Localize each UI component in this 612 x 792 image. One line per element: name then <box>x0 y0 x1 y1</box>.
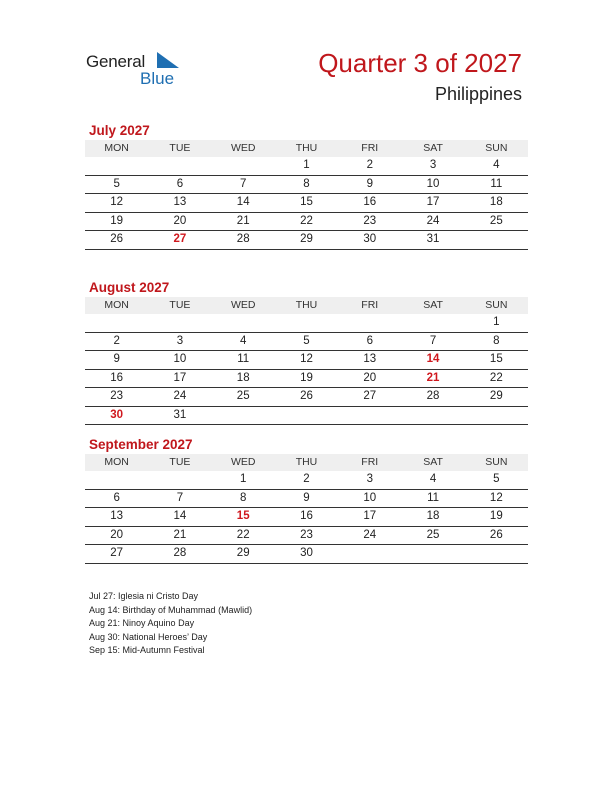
day-cell <box>338 407 401 425</box>
week-row <box>85 508 528 527</box>
day-cell: 1 <box>303 159 310 171</box>
day-cell: 6 <box>366 334 373 347</box>
day-cell: 23 <box>363 214 377 227</box>
day-cell: 10 <box>426 177 440 190</box>
day-cell: 1 <box>240 473 247 485</box>
day-cell: 9 <box>113 353 120 365</box>
month-august <box>85 279 528 425</box>
day-cell: 3 <box>366 473 373 485</box>
month-title: September 2027 <box>89 437 193 452</box>
day-cell: 18 <box>426 510 440 522</box>
day-cell: 6 <box>176 177 184 190</box>
holiday-day-cell: 15 <box>236 510 250 522</box>
month-title: July 2027 <box>89 123 150 138</box>
day-cell <box>338 545 401 563</box>
day-cell: 12 <box>300 353 313 365</box>
day-cell: 20 <box>110 528 124 541</box>
weekday-label: FRI <box>361 142 379 154</box>
weekday-label: SAT <box>423 299 443 311</box>
day-cell: 4 <box>493 159 500 171</box>
day-cell: 24 <box>363 528 377 541</box>
weekday-label: TUE <box>169 299 191 311</box>
weekday-label: SAT <box>423 142 443 154</box>
weekday-label: WED <box>230 142 256 154</box>
day-cell <box>212 157 275 175</box>
day-cell: 12 <box>489 491 503 504</box>
day-cell: 20 <box>173 214 187 227</box>
weekday-label: MON <box>104 456 129 468</box>
day-cell <box>148 314 211 332</box>
day-cell: 7 <box>240 177 247 190</box>
week-row <box>85 471 528 490</box>
holiday-note: Jul 27: Iglesia ni Cristo Day <box>89 591 199 601</box>
day-cell: 31 <box>426 233 440 245</box>
day-cell: 14 <box>236 196 250 208</box>
day-cell <box>275 314 338 332</box>
weekday-label: WED <box>230 299 256 311</box>
day-cell: 1 <box>493 316 500 328</box>
weekday-label: SAT <box>423 456 443 468</box>
day-cell: 29 <box>236 547 250 559</box>
day-cell <box>85 314 148 332</box>
week-row <box>85 157 528 176</box>
weekday-label: THU <box>295 142 318 154</box>
week-row <box>85 213 528 232</box>
logo-triangle-icon <box>157 52 179 70</box>
week-row <box>85 407 528 426</box>
week-row <box>85 490 528 509</box>
weekday-label: THU <box>295 299 318 311</box>
day-cell: 22 <box>489 371 503 384</box>
day-cell: 29 <box>489 390 503 402</box>
day-cell: 6 <box>113 491 120 504</box>
day-cell: 9 <box>303 491 310 504</box>
day-cell: 10 <box>173 353 187 365</box>
holiday-day-cell: 14 <box>426 353 440 365</box>
day-cell <box>465 545 528 563</box>
weekday-header-row <box>85 140 528 157</box>
week-row <box>85 545 528 564</box>
day-cell: 30 <box>300 547 313 559</box>
day-cell: 26 <box>110 233 124 245</box>
week-row <box>85 351 528 370</box>
page-title: Quarter 3 of 2027 <box>318 48 522 78</box>
day-cell <box>338 314 401 332</box>
day-cell: 11 <box>490 177 503 190</box>
weekday-label: FRI <box>361 456 379 468</box>
day-cell: 27 <box>363 390 377 402</box>
day-cell <box>148 157 211 175</box>
day-cell: 16 <box>363 196 377 208</box>
weekday-label: MON <box>104 142 129 154</box>
day-cell <box>401 314 464 332</box>
day-cell: 17 <box>426 196 440 208</box>
day-cell <box>401 545 464 563</box>
day-cell <box>465 407 528 425</box>
day-cell: 7 <box>429 334 437 347</box>
holiday-note: Aug 21: Ninoy Aquino Day <box>89 618 195 628</box>
holiday-day-cell: 21 <box>426 371 440 384</box>
day-cell: 16 <box>110 371 124 384</box>
day-cell <box>465 231 528 249</box>
day-cell: 13 <box>110 510 124 522</box>
week-row <box>85 314 528 333</box>
day-cell: 3 <box>176 334 184 347</box>
day-cell: 14 <box>173 510 187 522</box>
day-cell: 19 <box>489 510 503 522</box>
day-cell: 20 <box>363 371 377 384</box>
day-cell: 15 <box>300 196 313 208</box>
holiday-note: Aug 14: Birthday of Muhammad (Mawlid) <box>89 604 253 615</box>
day-cell: 18 <box>236 371 250 384</box>
day-cell: 5 <box>113 177 120 190</box>
day-cell: 8 <box>303 177 310 190</box>
country-name: Philippines <box>434 84 522 104</box>
generalblue-logo <box>86 50 186 90</box>
day-cell: 13 <box>363 353 377 365</box>
week-row <box>85 231 528 250</box>
day-cell: 22 <box>300 214 313 227</box>
weekday-header-row <box>85 297 528 314</box>
day-cell: 8 <box>240 491 247 504</box>
holiday-note: Sep 15: Mid-Autumn Festival <box>89 645 205 655</box>
day-cell: 24 <box>173 390 187 402</box>
day-cell: 29 <box>300 233 313 245</box>
day-cell: 4 <box>429 473 437 485</box>
day-cell: 23 <box>110 390 124 402</box>
day-cell: 5 <box>303 334 310 347</box>
day-cell: 13 <box>173 196 187 208</box>
day-cell: 23 <box>300 528 313 541</box>
weekday-header-row <box>85 454 528 471</box>
month-september <box>85 436 528 564</box>
month-july <box>85 122 528 250</box>
day-cell: 19 <box>300 371 313 384</box>
weekday-label: THU <box>295 456 318 468</box>
week-row <box>85 176 528 195</box>
day-cell: 9 <box>366 177 373 190</box>
day-cell: 21 <box>236 214 250 227</box>
holiday-day-cell: 30 <box>110 408 124 421</box>
day-cell: 2 <box>366 159 373 171</box>
day-cell: 25 <box>489 214 503 227</box>
weekday-label: TUE <box>169 142 191 154</box>
weekday-label: SUN <box>485 299 508 311</box>
day-cell: 17 <box>363 510 377 522</box>
logo-text-general: General <box>86 52 146 71</box>
holiday-notes <box>89 590 252 658</box>
day-cell: 28 <box>173 547 187 559</box>
weekday-label: FRI <box>361 299 379 311</box>
day-cell: 7 <box>176 491 184 504</box>
month-title: August 2027 <box>89 280 170 295</box>
week-row <box>85 527 528 546</box>
weekday-label: SUN <box>485 142 508 154</box>
day-cell: 28 <box>426 390 440 402</box>
day-cell: 5 <box>493 473 500 485</box>
week-row <box>85 194 528 213</box>
day-cell: 2 <box>113 334 120 347</box>
day-cell: 11 <box>237 353 250 365</box>
day-cell: 8 <box>493 334 500 347</box>
holiday-note: Aug 30: National Heroes’ Day <box>89 631 208 642</box>
weekday-label: TUE <box>169 456 191 468</box>
day-cell <box>212 314 275 332</box>
week-row <box>85 388 528 407</box>
day-cell: 24 <box>426 214 440 227</box>
day-cell <box>85 157 148 175</box>
day-cell: 3 <box>429 159 437 171</box>
day-cell: 21 <box>173 528 187 541</box>
day-cell: 26 <box>489 528 503 541</box>
day-cell: 22 <box>236 528 250 541</box>
day-cell <box>275 407 338 425</box>
day-cell <box>148 471 211 489</box>
day-cell: 31 <box>173 408 187 421</box>
week-row <box>85 370 528 389</box>
day-cell: 15 <box>489 353 503 365</box>
day-cell <box>212 407 275 425</box>
day-cell: 25 <box>236 390 250 402</box>
day-cell: 25 <box>426 528 440 541</box>
weekday-label: SUN <box>485 456 508 468</box>
day-cell: 16 <box>300 510 313 522</box>
day-cell: 10 <box>363 491 377 504</box>
logo-text-blue: Blue <box>140 69 175 88</box>
day-cell <box>85 471 148 489</box>
day-cell: 28 <box>236 233 250 245</box>
day-cell: 18 <box>489 196 503 208</box>
day-cell: 17 <box>173 371 187 384</box>
week-row <box>85 333 528 352</box>
day-cell: 30 <box>363 233 377 245</box>
day-cell: 4 <box>240 334 247 347</box>
weekday-label: WED <box>230 456 256 468</box>
day-cell: 12 <box>110 196 124 208</box>
day-cell <box>401 407 464 425</box>
weekday-label: MON <box>104 299 129 311</box>
day-cell: 11 <box>427 491 440 504</box>
day-cell: 27 <box>110 547 124 559</box>
day-cell: 26 <box>300 390 313 402</box>
day-cell: 19 <box>110 214 124 227</box>
holiday-day-cell: 27 <box>173 233 187 245</box>
day-cell: 2 <box>303 473 310 485</box>
